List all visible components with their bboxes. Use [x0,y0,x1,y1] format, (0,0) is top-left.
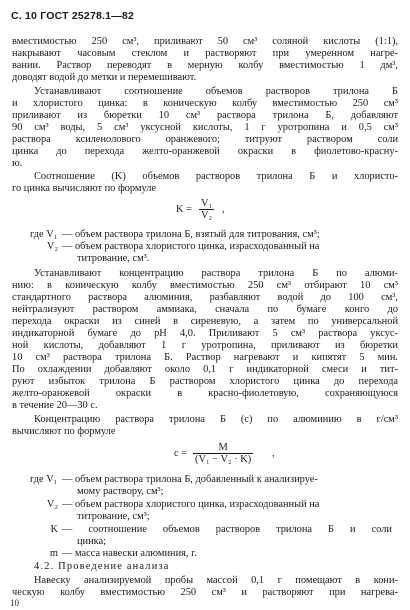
text-line: доводят водой до метки и перемешивают. [12,72,197,83]
where-symbol: m [49,548,58,559]
formula-denominator: (V₁ − V₂ · K) [195,454,252,465]
text-line: ческую колбу вместимостью 250 см³ и растворяют при нагрева- [12,587,398,598]
text-line: перехода окраски из синей в сиреневую, а затем по универсальной [12,316,398,327]
formula-punct: , [272,448,275,459]
formula-fraction [199,198,214,221]
where-symbol: K [50,524,58,535]
where-text: — объем раствора трилона Б, взятый для титрования, см³; [62,229,320,240]
page-header: С. 10 ГОСТ 25278.1—82 [11,10,134,22]
where-text: титрование, см³; [77,511,150,522]
formula-lhs: K = [176,204,192,215]
text-line: Устанавливают концентрацию раствора трилона Б по алюми- [34,268,398,279]
text-line: вычисляют по формуле [12,426,116,437]
text-line: 10 см³ раствора трилона Б. Раствор нагревают и кипятят 5 мин. [12,352,398,363]
text-line: ю. [12,158,23,169]
formula-numerator: V₁ [201,198,213,209]
where-symbol: где V₁ [30,474,58,485]
text-line: вместимостью 250 см³, приливают 50 см³ соляной кислоты (1:1), [12,36,398,47]
text-line: руют избыток трилона Б раствором хлористого цинка до перехода [12,376,398,387]
text-line: желто-оранжевой окраски в красно-фиолетовую, сохраняющуюся [12,388,398,399]
where-text: мому раствору, см³; [77,486,164,497]
text-line: приливают из бюретки 10 см³ раствора трилона Б, добавляют [12,110,398,121]
text-line: индикаторной бумаге до pH 4,0. Приливают 5 см³ раствора уксус- [12,328,398,339]
text-line: цинка до перехода желто-оранжевой окраски в фиолетово-красну- [12,146,398,157]
text-line: и хлористого цинка: в коническую колбу вместимостью 250 см³ [12,98,398,109]
where-text: — объем раствора хлористого цинка, израсходованный на [62,241,320,252]
text-line: раствора ксиленолового оранжевого; титруют раствором соли [12,134,398,145]
text-line: стандартного раствора алюминия, разбавляют водой до 100 см³, [12,292,398,303]
text-line: ной кислоты, добавляют 1 г уротропина, приливают из бюретки [12,340,398,351]
text-line: нейтрализуют раствором аммиака, сначала по бумаге конго до [12,304,398,315]
formula-lhs: c = [174,448,188,459]
page-number: 10 [10,598,19,608]
where-symbol: где V₁ [30,229,58,240]
where-text: — соотношение объемов растворов трилона Б и соли [62,524,392,535]
section-heading: 4.2. Проведение анализа [34,561,170,572]
where-text: цинка; [77,536,107,547]
formula-punct: , [222,204,225,215]
text-line: го цинка вычисляют по формуле [12,183,157,194]
where-text: титрование, см³. [77,253,150,264]
text-line: Соотношение (K) объемов растворов трилона Б и хлористо- [34,171,398,182]
text-line: нию: в коническую колбу вместимостью 250 см³ отбирают 10 см³ [12,280,398,291]
where-text: — объем раствора трилона Б, добавленный к анализируе- [62,474,318,485]
formula-numerator: M [193,442,253,454]
where-symbol: V₂ [46,241,58,252]
where-text: — объем раствора хлористого цинка, израсходованный на [62,499,320,510]
text-line: По охлаждении добавляют около 0,1 г индикаторной смеси и тит- [12,364,398,375]
text-line: Устанавливают соотношение объемов растворов трилона Б [34,86,398,97]
text-line: накрывают часовым стеклом и растворяют при умеренном нагре- [12,48,398,59]
where-text: — масса навески алюминия, г. [62,548,197,559]
text-line: вании. Раствор переводят в мерную колбу вместимостью 1 дм³, [12,60,398,71]
text-line: в течение 20—30 с. [12,400,98,411]
text-line: Концентрацию раствора трилона Б (c) по алюминию в г/см³ [34,414,398,425]
where-symbol: V₂ [46,499,58,510]
text-line: Навеску анализируемой пробы массой 0,1 г помещают в кони- [34,575,398,586]
formula-fraction [193,442,253,465]
text-line: 90 см³ воды, 5 см³ уксусной кислоты, 1 г уротропина и 0,5 см³ [12,122,398,133]
formula-denominator: V₂ [201,210,213,221]
